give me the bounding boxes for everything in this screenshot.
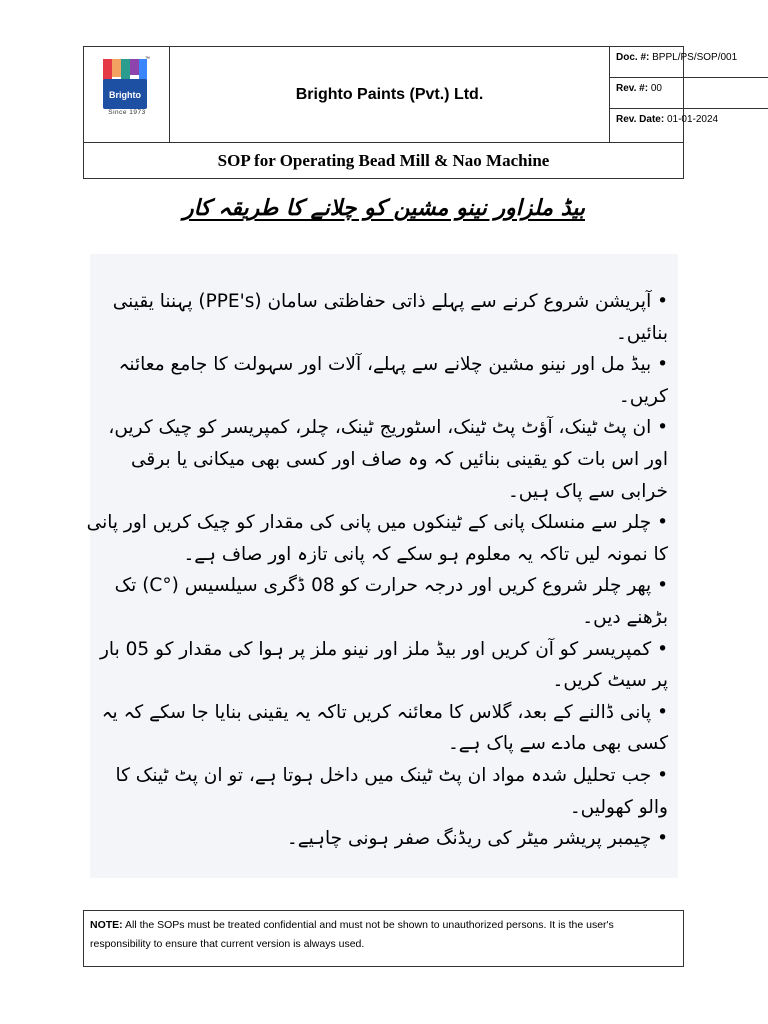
procedure-panel [86,254,678,878]
revision-number-value: 00 [650,83,662,94]
revision-date-row [610,109,768,140]
doc-number-row [610,47,768,78]
logo-trademark: ™ [145,56,150,62]
logo-since-text: Since 1973 [108,109,146,116]
procedure-list [86,286,668,855]
note-label: NOTE: [90,919,123,931]
confidentiality-note [83,910,684,967]
procedure-step: • چلر سے منسلک پانی کے ٹینکوں میں پانی کی مقدار کو چیک کریں اور پانی کا نمونہ لیں تاکہ یہ معلوم ہو سکے کہ پانی تازہ اور صاف ہے۔ [86,512,668,565]
revision-number-label: Rev. #: [616,83,649,94]
doc-number-label: Doc. #: [616,52,650,63]
procedure-step: • آپریشن شروع کرنے سے پہلے ذاتی حفاظتی سامان (PPE's) پہننا یقینی بنائیں۔ [112,291,668,344]
procedure-step: • کمپریسر کو آن کریں اور بیڈ ملز اور نینو ملز پر ہوا کی مقدار کو 05 بار پر سیٹ کریں۔ [100,638,668,692]
procedure-step: • چیمبر پریشر میٹر کی ریڈنگ صفر ہونی چاہیے۔ [286,828,668,850]
brighto-logo [101,57,149,111]
revision-number-row [610,78,768,109]
company-name-cell [170,47,610,142]
urdu-page-title: بیڈ ملزاور نینو مشین کو چلانے کا طریقہ کار [182,196,586,221]
doc-number-value: BPPL/PS/SOP/001 [652,52,738,63]
document-header [83,46,738,179]
revision-date-value: 01-01-2024 [666,114,719,125]
sop-title: SOP for Operating Bead Mill & Nao Machine [217,150,550,170]
logo-cell [84,47,170,142]
procedure-step: • پانی ڈالنے کے بعد، گلاس کا معائنہ کریں تاکہ یہ یقینی بنایا جا سکے کہ یہ کسی بھی مادے سے پاک ہے۔ [101,701,668,755]
procedure-step: • جب تحلیل شدہ مواد ان پٹ ٹینک میں داخل ہوتا ہے، تو ان پٹ ٹینک کا والو کھولیں۔ [115,764,668,818]
logo-wordmark: Brighto [109,90,141,100]
revision-date-label: Rev. Date: [616,114,665,125]
company-name: Brighto Paints (Pvt.) Ltd. [295,85,484,103]
sop-title-row [84,142,683,178]
procedure-step: • بیڈ مل اور نینو مشین چلانے سے پہلے، آلات اور سہولت کا جامع معائنہ کریں۔ [118,354,668,407]
procedure-step: • ان پٹ ٹینک، آؤٹ پٹ ٹینک، اسٹوریج ٹینک، چلر، کمپریسر کو چیک کریں، اور اس بات کو یقینی بنائیں کہ وہ صاف اور کسی بھی میکانی یا برقی خرابی سے پاک ہیں۔ [108,417,668,502]
document-meta [610,47,738,142]
procedure-step: • پھر چلر شروع کریں اور درجہ حرارت کو 08 ڈگری سیلسیس (°C) تک بڑھنے دیں۔ [114,575,668,628]
note-text: All the SOPs must be treated confidential and must not be shown to unauthorized persons. It is the user's responsibility to ensure that current version is always used. [90,919,614,950]
